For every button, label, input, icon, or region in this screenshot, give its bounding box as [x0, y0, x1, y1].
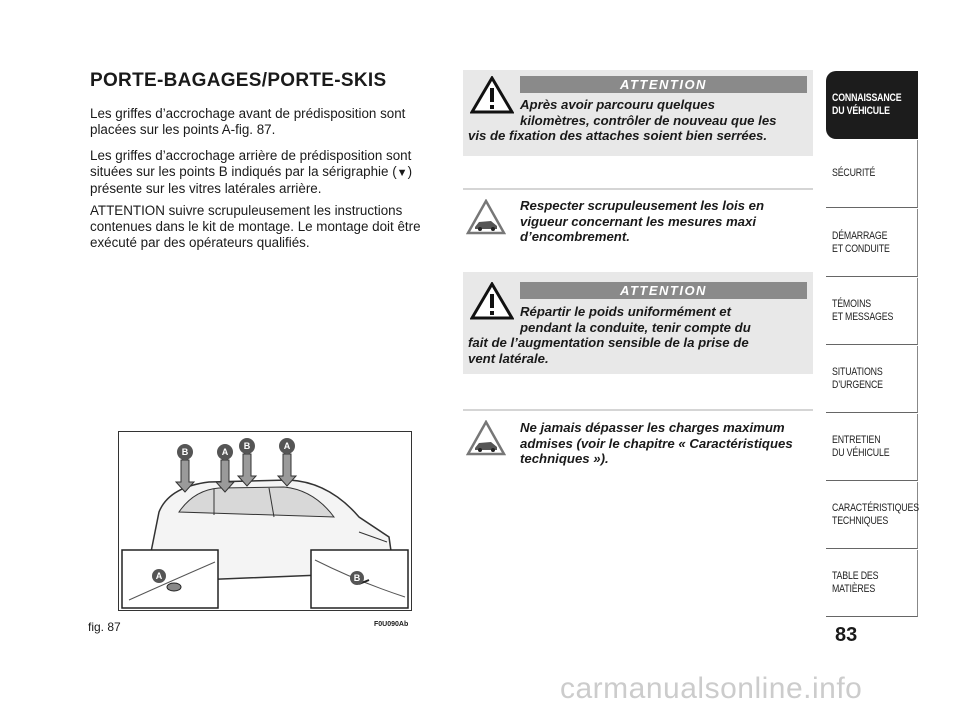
- tab-line2: ET MESSAGES: [832, 311, 894, 323]
- inset-label-b: B: [353, 573, 361, 583]
- paragraph-rear-hooks: [90, 148, 445, 197]
- car-illustration: [119, 432, 411, 610]
- page-number: 83: [835, 624, 858, 646]
- warning-2-line1: Répartir le poids uniformément et: [520, 304, 732, 319]
- tab-line1: DÉMARRAGE: [832, 229, 888, 242]
- tab-line2: ET CONDUITE: [832, 242, 890, 255]
- tab-line1: CONNAISSANCE: [832, 92, 902, 104]
- note-text-2: [520, 420, 815, 467]
- tab-caracteristiques-techniques[interactable]: [826, 482, 918, 549]
- warning-text-2: [468, 304, 813, 366]
- tab-line2: TECHNIQUES: [832, 515, 889, 527]
- tab-line2: DU VÉHICULE: [832, 105, 890, 117]
- tab-temoins-et-messages[interactable]: [826, 278, 918, 345]
- environment-car-icon: [466, 420, 506, 456]
- paragraph-rear-hooks-line1: Les griffes d’accrochage arrière de prédisposition sont: [90, 148, 412, 163]
- watermark: carmanualsonline.info: [560, 672, 863, 705]
- warning-1-line1: Après avoir parcouru quelques: [520, 97, 715, 112]
- warning-header-2: ATTENTION: [520, 282, 807, 299]
- tab-line2: DU VÉHICULE: [832, 447, 890, 459]
- paragraph-rear-hooks-line2: situées sur les points B indiqués par la sérigraphie (: [90, 164, 397, 179]
- warning-2-line3: fait de l’augmentation sensible de la prise de: [468, 335, 749, 350]
- warning-header-1: ATTENTION: [520, 76, 807, 93]
- warning-1-line3: vis de fixation des attaches soient bien serrées.: [468, 128, 768, 143]
- warning-2-line4: vent latérale.: [468, 350, 549, 366]
- divider-2: [463, 409, 813, 411]
- section-title: PORTE-BAGAGES/PORTE-SKIS: [90, 70, 387, 91]
- tab-table-des-matieres[interactable]: [826, 550, 918, 617]
- note-text-1: [520, 198, 810, 245]
- environment-car-icon: [466, 199, 506, 235]
- warning-text-1: [468, 97, 813, 144]
- note-2-line2: admises (voir le chapitre « Caractéristiques: [520, 435, 793, 451]
- inset-label-a: A: [155, 571, 163, 581]
- figure-label-a: A: [283, 441, 291, 451]
- figure-caption: fig. 87: [88, 620, 121, 634]
- note-2-line3: techniques »).: [520, 451, 609, 466]
- paragraph-rear-hooks-line3: présente sur les vitres latérales arrière.: [90, 181, 322, 196]
- tab-line1: SÉCURITÉ: [832, 167, 876, 179]
- tab-entretien-du-vehicule[interactable]: [826, 414, 918, 481]
- paragraph-attention: ATTENTION suivre scrupuleusement les instructions contenues dans le kit de montage. Le montage doit être exécuté par des opérateurs qualifiés.: [90, 203, 421, 250]
- note-2-line1: Ne jamais dépasser les charges maximum: [520, 420, 785, 435]
- tab-line1: SITUATIONS: [832, 366, 883, 378]
- note-1-line1: Respecter scrupuleusement les lois en: [520, 198, 765, 213]
- triangle-marker-icon: ▼: [396, 167, 408, 179]
- warning-1-line2: kilomètres, contrôler de nouveau que les: [520, 112, 777, 128]
- tab-situations-durgence[interactable]: [826, 346, 918, 413]
- figure-label-b: B: [181, 447, 189, 457]
- figure-car-roof: [118, 431, 412, 611]
- tab-connaissance-du-vehicule[interactable]: [826, 71, 918, 139]
- tab-line2: D’URGENCE: [832, 379, 883, 391]
- figure-label-a: A: [221, 447, 229, 457]
- note-1-line2: vigueur concernant les mesures maxi: [520, 213, 757, 229]
- paragraph-front-hooks: Les griffes d’accrochage avant de prédisposition sont placées sur les points A-fig. 87.: [90, 106, 406, 137]
- paragraph-rear-hooks-paren: ): [407, 164, 413, 179]
- warning-2-line2: pendant la conduite, tenir compte du: [520, 319, 751, 335]
- divider-1: [463, 188, 813, 190]
- tab-line1: CARACTÉRISTIQUES: [832, 502, 919, 514]
- note-1-line3: d’encombrement.: [520, 229, 630, 244]
- tab-demarrage-et-conduite[interactable]: [826, 209, 918, 277]
- tab-line1: TÉMOINS: [832, 298, 871, 310]
- tab-line2: MATIÈRES: [832, 583, 876, 595]
- tab-line1: ENTRETIEN: [832, 434, 881, 446]
- tab-line1: TABLE DES: [832, 570, 879, 582]
- tab-securite[interactable]: [826, 140, 918, 208]
- figure-code: F0U090Ab: [374, 621, 409, 628]
- figure-label-b: B: [243, 441, 251, 451]
